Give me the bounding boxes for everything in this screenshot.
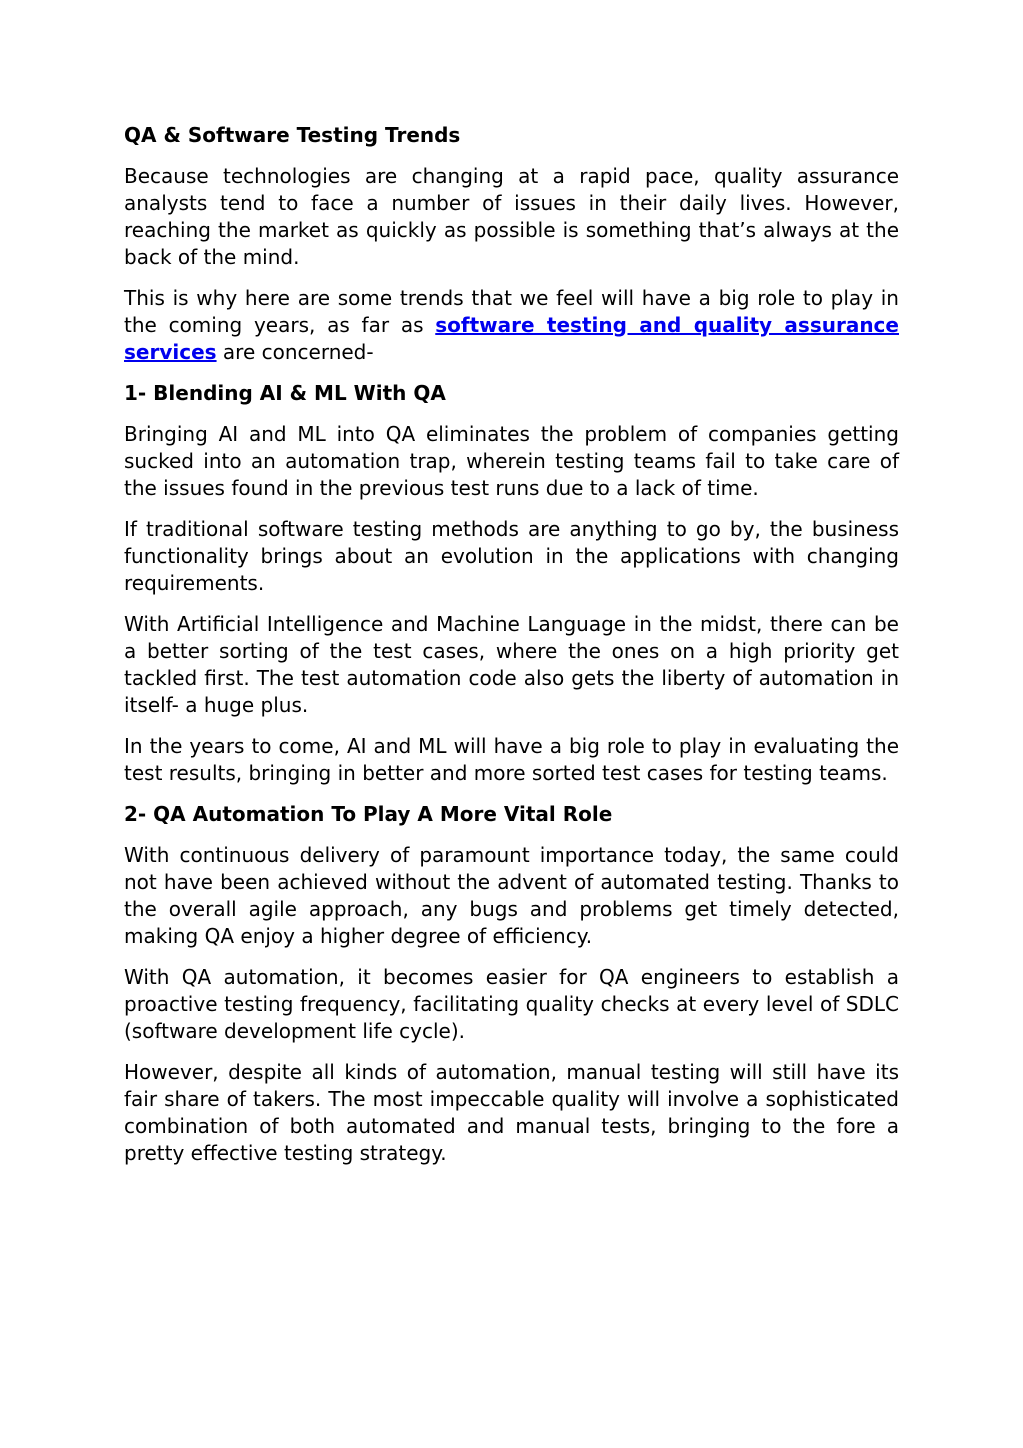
- document-page: [124, 122, 899, 1181]
- section-paragraph: Bringing AI and ML into QA eliminates the problem of companies getting sucked into an automation trap, wherein testing teams fail to take care of the issues found in the previous test runs due to a lack of time.: [124, 422, 899, 500]
- section-heading-ai-ml: 1- Blending AI & ML With QA: [124, 381, 446, 405]
- section-paragraph: With continuous delivery of paramount importance today, the same could not have been achieved without the advent of automated testing. Thanks to the overall agile approach, any bugs and problems get timely detected, making QA enjoy a higher degree of efficiency.: [124, 843, 899, 948]
- trends-intro-text: This is why here are some trends that we feel will have a big role to play in the coming years, as far as: [124, 286, 899, 337]
- document-title: QA & Software Testing Trends: [124, 123, 461, 147]
- section-heading-qa-automation: 2- QA Automation To Play A More Vital Role: [124, 802, 613, 826]
- section-paragraph: If traditional software testing methods are anything to go by, the business functionality brings about an evolution in the applications with changing requirements.: [124, 517, 899, 595]
- section-paragraph: With Artificial Intelligence and Machine Language in the midst, there can be a better sorting of the test cases, where the ones on a high priority get tackled first. The test automation code also gets the liberty of automation in itself- a huge plus.: [124, 612, 899, 717]
- services-link[interactable]: software testing and quality assurance services: [124, 313, 899, 364]
- trends-intro-paragraph: [124, 285, 899, 366]
- section-paragraph: In the years to come, AI and ML will have a big role to play in evaluating the test results, bringing in better and more sorted test cases for testing teams.: [124, 734, 899, 785]
- section-paragraph: However, despite all kinds of automation, manual testing will still have its fair share of takers. The most impeccable quality will involve a sophisticated combination of both automated and manual tests, bringing to the fore a pretty effective testing strategy.: [124, 1060, 899, 1165]
- intro-paragraph: Because technologies are changing at a rapid pace, quality assurance analysts tend to face a number of issues in their daily lives. However, reaching the market as quickly as possible is something that’s always at the back of the mind.: [124, 164, 899, 269]
- section-paragraph: With QA automation, it becomes easier for QA engineers to establish a proactive testing frequency, facilitating quality checks at every level of SDLC (software development life cycle).: [124, 965, 899, 1043]
- trends-intro-text-end: are concerned-: [216, 340, 374, 364]
